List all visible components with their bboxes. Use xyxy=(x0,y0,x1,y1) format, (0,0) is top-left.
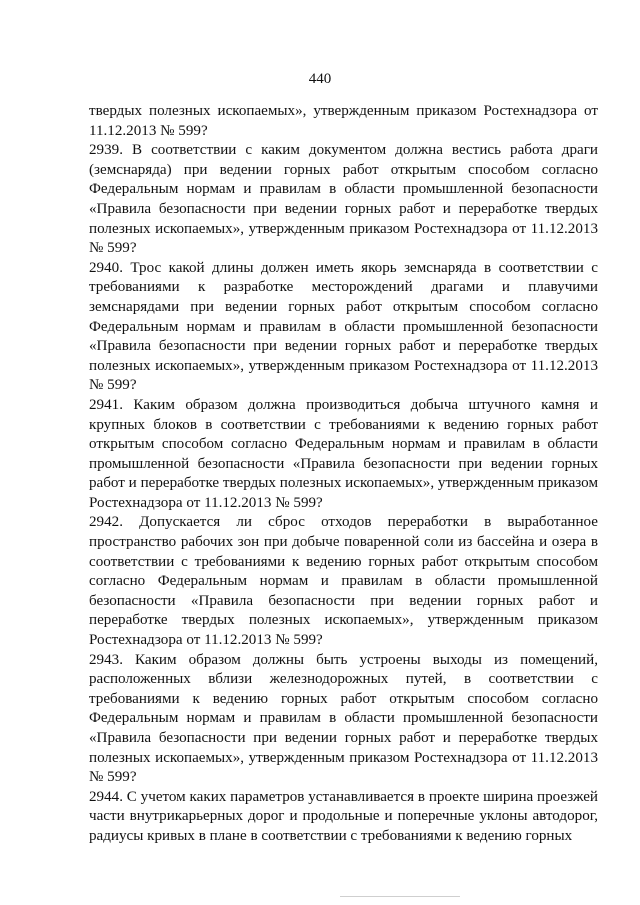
question-2942: 2942. Допускается ли сброс отходов переработки в выработанное пространство рабочих зон при добыче поваренной соли из бассейна и озера в соответствии с требованиями к ведению горных работ открытым способом согласно Федеральным нормам и правилам в области промышленной безопасности «Правила безопасности при ведении горных работ и переработке твердых полезных ископаемых», утвержденным приказом Ростехнадзора от 11.12.2013 № 599? xyxy=(89,514,598,649)
question-2941: 2941. Каким образом должна производиться добыча штучного камня и крупных блоков в соответствии с требованиями к ведению горных работ открытым способом согласно Федеральным нормам и правилам в области промышленной безопасности «Правила безопасности при ведении горных работ и переработке твердых полезных ископаемых», утвержденным приказом Ростехнадзора от 11.12.2013 № 599? xyxy=(89,396,598,511)
paragraph-continuation: твердых полезных ископаемых», утвержденным приказом Ростехнадзора от 11.12.2013 № 599? xyxy=(89,103,598,139)
page-number: 440 xyxy=(308,71,332,87)
question-2939: 2939. В соответствии с каким документом должна вестись работа драги (земснаряда) при ведении горных работ открытым способом согласно Федеральным нормам и правилам в области промышленной безопасности «Правила безопасности при ведении горных работ и переработке твердых полезных ископаемых», утвержденным приказом Ростехнадзора от 11.12.2013 № 599? xyxy=(89,142,598,257)
question-2944: 2944. С учетом каких параметров устанавливается в проекте ширина проезжей части внутрикарьерных дорог и продольные и поперечные уклоны автодорог, радиусы кривых в плане в соответствии с требованиями к ведению горных xyxy=(89,788,598,844)
page-body xyxy=(89,102,598,847)
question-2940: 2940. Трос какой длины должен иметь якорь земснаряда в соответствии с требованиями к разработке месторождений драгами и плавучими земснарядами при ведении горных работ открытым способом согласно Федеральным нормам и правилам в области промышленной безопасности «Правила безопасности при ведении горных работ и переработке твердых полезных ископаемых», утвержденным приказом Ростехнадзора от 11.12.2013 № 599? xyxy=(89,259,598,394)
scan-artifact-line xyxy=(340,896,460,897)
question-2943: 2943. Каким образом должны быть устроены выходы из помещений, расположенных вблизи железнодорожных путей, в соответствии с требованиями к ведению горных работ открытым способом согласно Федеральным нормам и правилам в области промышленной безопасности «Правила безопасности при ведении горных работ и переработке твердых полезных ископаемых», утвержденным приказом Ростехнадзора от 11.12.2013 № 599? xyxy=(89,651,598,786)
